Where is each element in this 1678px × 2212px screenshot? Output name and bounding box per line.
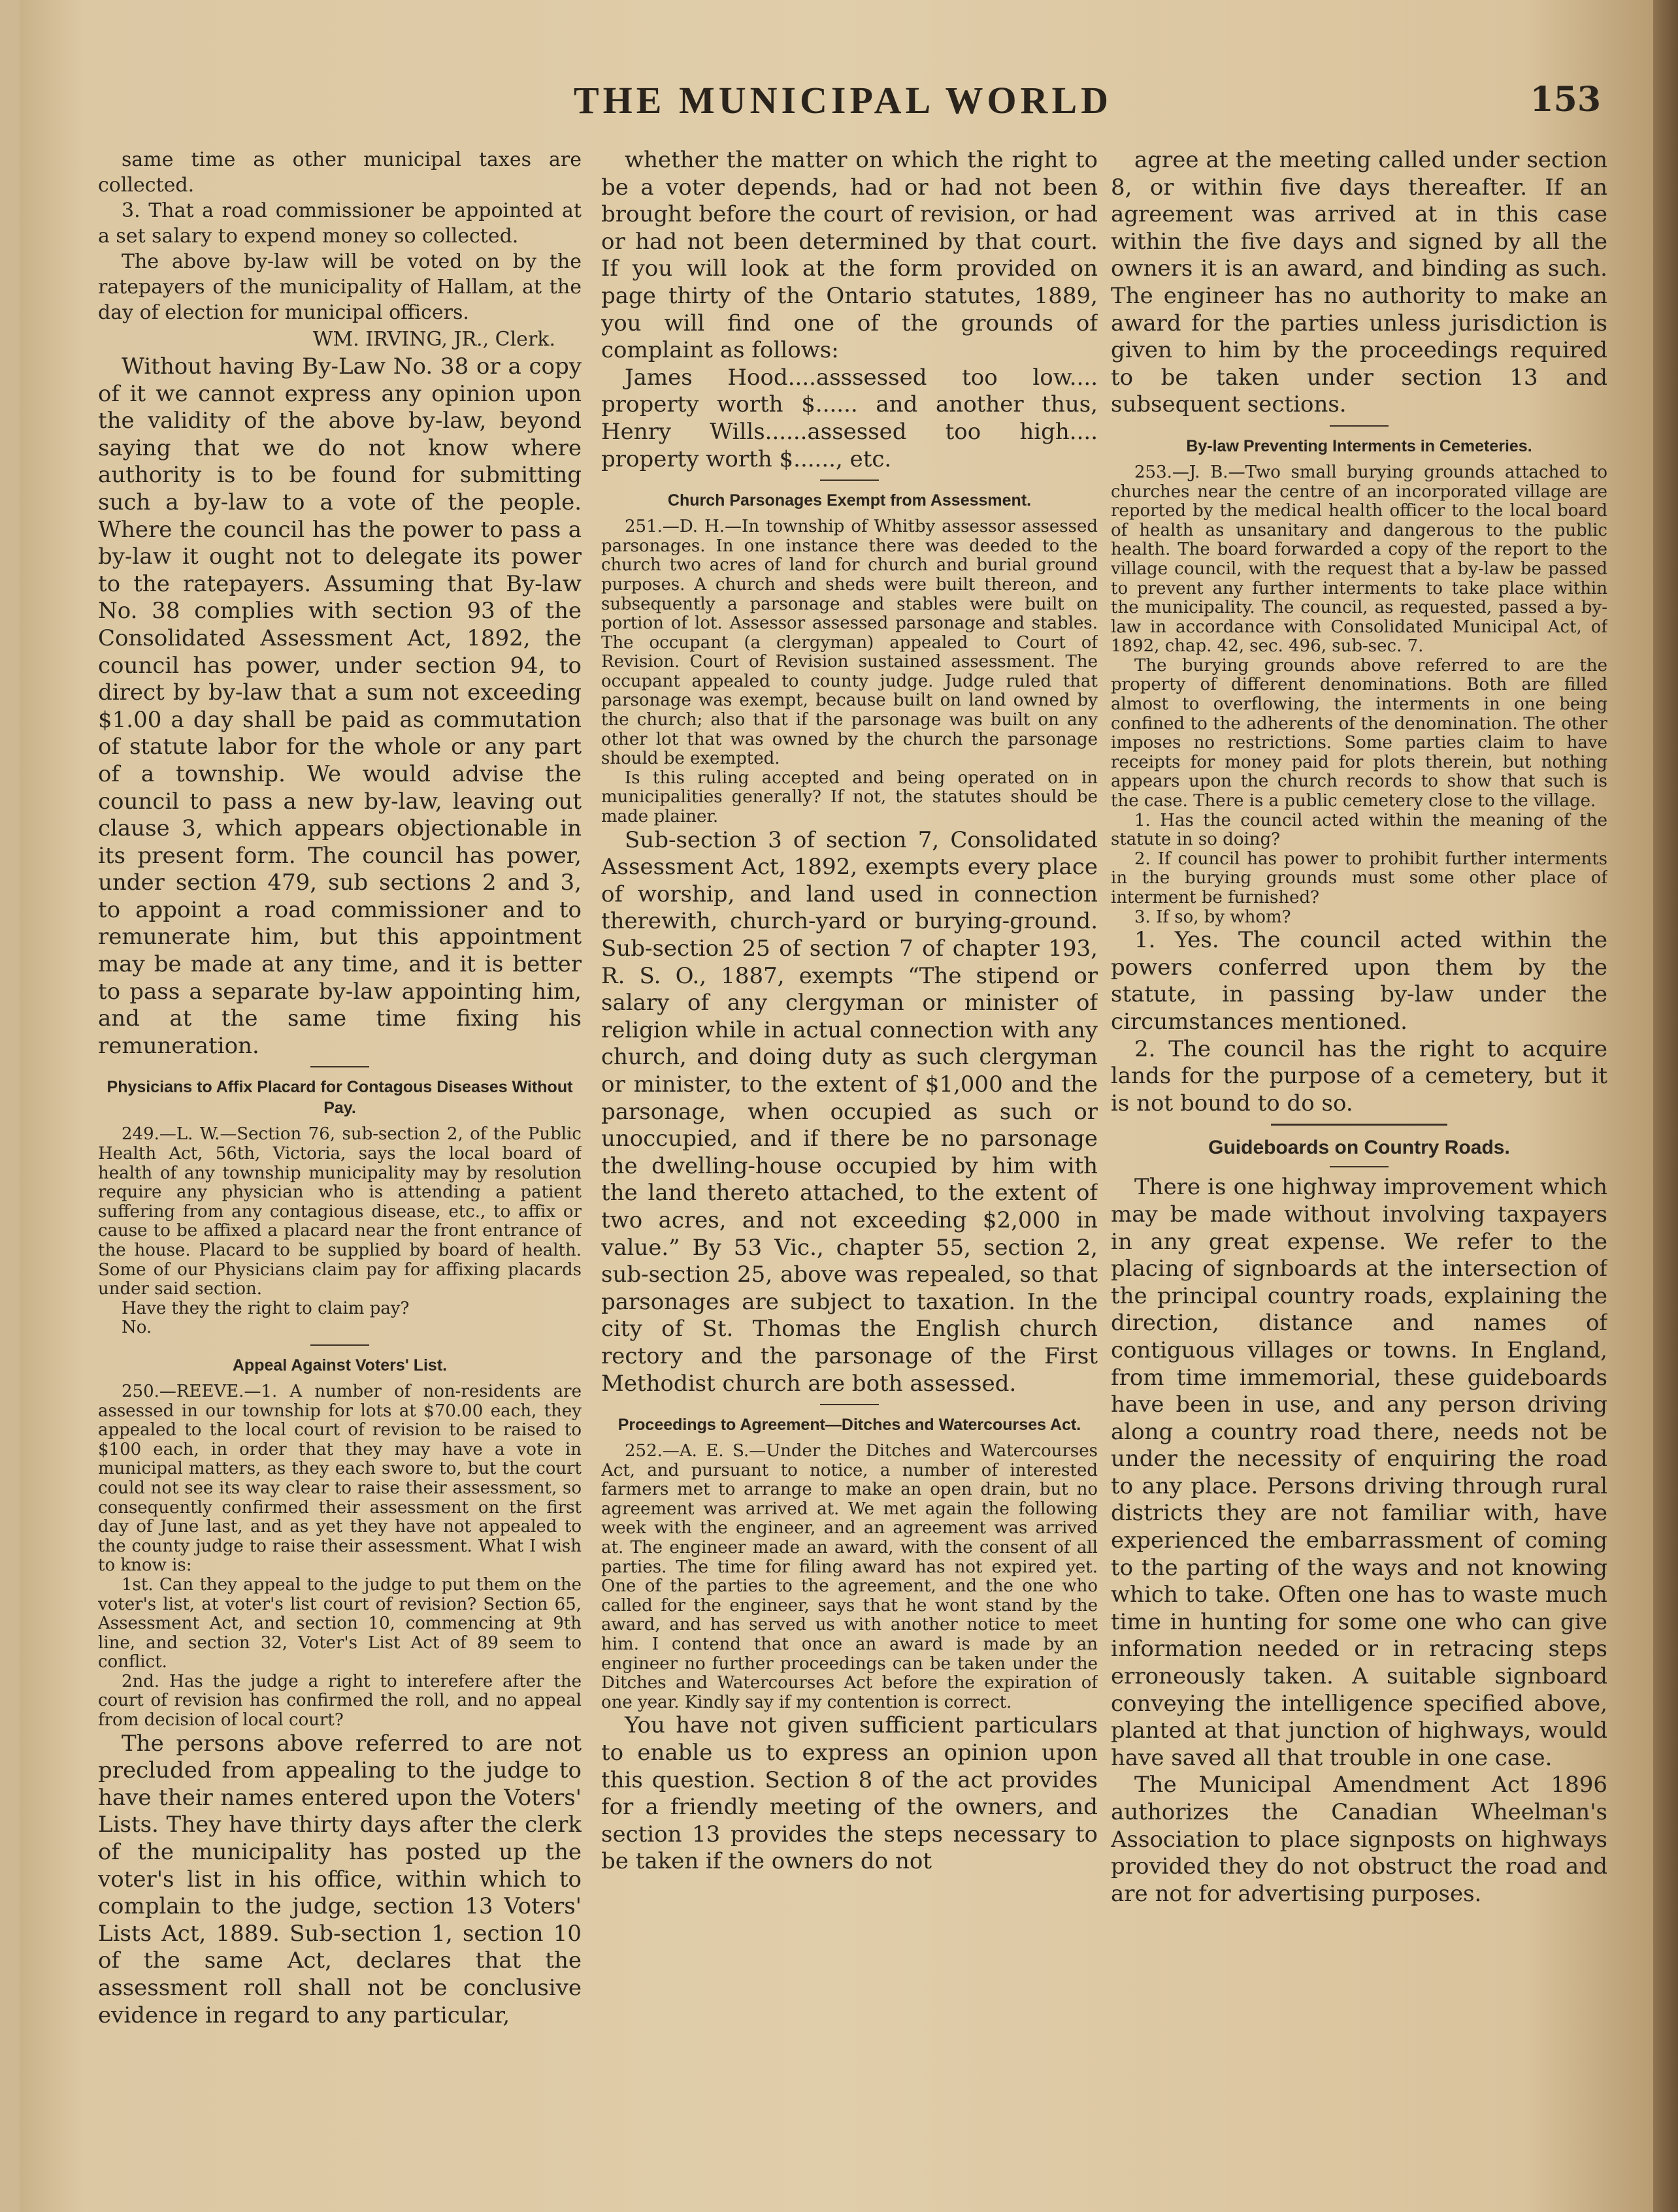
question-paragraph: 250.—REEVE.—1. A number of non-residents are assessed in our township for lots at $70.00 each, they appealed to the local court of revision to be raised to $100 each, in order that they may have a vote in municipal matters, as they each swore to, but the court could not see its way clear to raise their assessment, so consequently confirmed their assessment on the first day of June last, and as yet they have not appealed to the county judge to raise their assessment. What I wish to know is: bbox=[98, 1381, 582, 1576]
paragraph: same time as other municipal taxes are collected. bbox=[98, 148, 582, 197]
question-paragraph: 252.—A. E. S.—Under the Ditches and Watercourses Act, and pursuant to notice, a number of interested farmers met to arrange to make an open drain, but no agreement was arrived at. We met again the following week with the engineer, and an agreement was arrived at. The engineer made an award, with the consent of all parties. The time for filing award has not expired yet. One of the parties to the agreement, and the one who called for the engineer, says that he wont stand by the award, and has served us with another notice to meet him. I contend that once an award is made by an engineer no further proceedings can be taken under the Ditches and Watercourses Act before the expiration of one year. Kindly say if my contention is correct. bbox=[601, 1441, 1098, 1712]
answer-paragraph: 1. Yes. The council acted within the powers conferred upon them by the statute, in passing by-law under the circumstances mentioned. bbox=[1111, 927, 1607, 1035]
question-paragraph: 1st. Can they appeal to the judge to put them on the voter's list, at voter's list court of revision? Section 65, Assessment Act, and section 10, commencing at 9th line, and section 32, Voter's List Act of 89 seem to conflict. bbox=[98, 1574, 582, 1672]
divider bbox=[310, 1066, 369, 1067]
divider bbox=[820, 1404, 879, 1405]
book-spine bbox=[1653, 0, 1678, 2212]
column-right bbox=[1111, 147, 1607, 2185]
paragraph: Without having By-Law No. 38 or a copy of it we cannot express any opinion upon the validity of the above by-law, beyond saying that we do not know where authority is to be found for submitting such a by-law to a vote of the people. Where the council has the power to pass a by-law it ought not to delegate its power to the ratepayers. Assuming that By-law No. 38 complies with section 93 of the Consolidated Assessment Act, 1892, the council has power, under section 94, to direct by by-law that a sum not exceeding $1.00 a day shall be paid as commutation of statute labor for the whole or any part of a township. We would advise the council to pass a new by-law, leaving out clause 3, which appears objectionable in its present form. The council has power, under section 479, sub sections 2 and 3, to appoint a road commissioner and to remunerate him, but this appointment may be made at any time, and it is better to pass a separate by-law appointing him, and at the same time fixing his remuneration. bbox=[98, 353, 582, 1059]
paragraph: The above by-law will be voted on by the ratepayers of the municipality of Hallam, at the day of election for municipal officers. bbox=[98, 250, 582, 324]
paragraph: James Hood....asssessed too low.... property worth $...... and another thus, Henry Wills......assessed too high.... property worth $......, etc. bbox=[601, 364, 1098, 472]
paragraph: The Municipal Amendment Act 1896 authorizes the Canadian Wheelman's Association to place signposts on highways provided they do not obstruct the road and are not for advertising purposes. bbox=[1111, 1772, 1607, 1907]
paragraph: agree at the meeting called under section 8, or within five days thereafter. If an agreement was arrived at in this case within the five days and signed by all the owners it is an award, and binding as such. The engineer has no authority to make an award for the parties unless jurisdiction is given to him by the proceedings required to be taken under section 13 and subsequent sections. bbox=[1111, 147, 1607, 418]
answer-paragraph: Sub-section 3 of section 7, Consolidated Assessment Act, 1892, exempts every place of worship, and land used in connection therewith, church-yard or burying-ground. Sub-section 25 of section 7 of chapter 193, R. S. O., 1887, exempts “The stipend or salary of any clergyman or minister of religion while in actual connection with any church, and doing duty as such clergyman or minister, to the extent of $1,000 and the parsonage, when occupied as such or unoccupied, and if there be no parsonage the dwelling-house occupied by him with the land thereto attached, to the extent of two acres, and not exceeding $2,000 in value.” By 53 Vic., chapter 55, section 2, sub-section 25, above was repealed, so that parsonages are subject to taxation. In the city of St. Thomas the English church rectory and the parsonage of the First Methodist church are both assessed. bbox=[601, 826, 1098, 1397]
section-heading: Church Parsonages Exempt from Assessment. bbox=[667, 491, 1032, 510]
column-middle bbox=[601, 147, 1098, 2185]
question-paragraph: 249.—L. W.—Section 76, sub-section 2, of the Public Health Act, 56th, Victoria, says the local board of health of any township municipality may by resolution require any physician who is attending a patient suffering from any contagious disease, etc., to affix or cause to be affixed a placard near the front entrance of the house. Placard to be supplied by board of health. Some of our Physicians claim pay for affixing placards under said section. bbox=[98, 1124, 582, 1299]
answer-paragraph: No. bbox=[122, 1318, 152, 1338]
clerk-signature: WM. IRVING, JR., Clerk. bbox=[312, 328, 555, 351]
question-paragraph: 2. If council has power to prohibit further interments in the burying grounds must some other place of interment be furnished? bbox=[1111, 849, 1607, 907]
question-paragraph: 1. Has the council acted within the meaning of the statute in so doing? bbox=[1111, 810, 1607, 850]
paragraph: There is one highway improvement which may be made without involving taxpayers in any great expense. We refer to the placing of signboards at the intersection of the principal country roads, explaining the direction, distance and names of contiguous villages or towns. In England, from time immemorial, these guideboards have been in use, and any person driving along a country road there, needs not be under the necessity of enquiring the road to any place. Persons driving through rural districts they are not familiar with, have experienced the embarrassment of coming to the parting of the ways and not knowing which to take. Often one has to waste much time in hunting for some one who can give information needed or in retracing steps erroneously taken. A suitable signboard conveying the intelligence specified above, planted at that junction of highways, would have saved all that trouble in one case. bbox=[1111, 1174, 1607, 1771]
page bbox=[20, 0, 1653, 2212]
section-heading: Appeal Against Voters' List. bbox=[232, 1356, 448, 1374]
answer-paragraph: The persons above referred to are not precluded from appealing to the judge to have their names entered upon the Voters' Lists. They have thirty days after the clerk of the municipality has posted up the voter's list in his office, within which to complain to the judge, section 13 Voters' Lists Act, 1889. Sub-section 1, section 10 of the same Act, declares that the assessment roll shall not be conclusive evidence in regard to any particular, bbox=[98, 1730, 582, 2028]
divider bbox=[1330, 1166, 1389, 1167]
page-number: 153 bbox=[1530, 80, 1601, 120]
divider bbox=[1330, 425, 1389, 427]
divider bbox=[310, 1344, 369, 1346]
answer-paragraph: You have not given sufficient particulars to enable us to express an opinion upon this question. Section 8 of the act provides for a friendly meeting of the owners, and section 13 provides the steps necessary to be taken if the owners do not bbox=[601, 1712, 1098, 1875]
paragraph: 3. That a road commissioner be appointed at a set salary to expend money so collected. bbox=[98, 199, 582, 248]
page-header bbox=[20, 78, 1653, 131]
divider bbox=[1271, 1124, 1447, 1126]
question-paragraph: 253.—J. B.—Two small burying grounds attached to churches near the centre of an incorporated village are reported by the medical health officer to the local board of health as unsanitary and dangerous to the public health. The board forwarded a copy of the report to the village council, with the request that a by-law be passed to prevent any further interments to take place within the municipality. The council, as requested, passed a by-law in accordance with Consolidated Municipal Act, of 1892, chap. 42, sec. 496, sub-sec. 7. bbox=[1111, 462, 1607, 657]
question-paragraph: 251.—D. H.—In township of Whitby assessor assessed parsonages. In one instance there was deeded to the church two acres of land for church and burial ground purposes. A church and sheds were built thereon, and subsequently a parsonage and stables were built on portion of lot. Assessor assessed parsonage and stables. The occupant (a clergyman) appealed to Court of Revision. Court of Revision sustained assessment. The occupant appealed to county judge. Judge ruled that parsonage was exempt, because built on land owned by the church; also that if the parsonage was built on any other lot that was owned by the church the parsonage should be exempted. bbox=[601, 517, 1098, 769]
section-heading: Proceedings to Agreement—Ditches and Watercourses Act. bbox=[617, 1416, 1081, 1435]
answer-paragraph: 2. The council has the right to acquire lands for the purpose of a cemetery, but it is not bound to do so. bbox=[1111, 1035, 1607, 1116]
section-heading: By-law Preventing Interments in Cemeteries. bbox=[1186, 436, 1532, 455]
column-left bbox=[98, 147, 582, 2185]
question-paragraph: Have they the right to claim pay? bbox=[122, 1298, 410, 1318]
question-paragraph: 2nd. Has the judge a right to interefere after the court of revision has confirmed the roll, and no appeal from decision of local court? bbox=[98, 1671, 582, 1731]
question-paragraph: Is this ruling accepted and being operated on in municipalities generally? If not, the statutes should be made plainer. bbox=[601, 768, 1098, 827]
section-heading: Guideboards on Country Roads. bbox=[1208, 1137, 1510, 1159]
paragraph: whether the matter on which the right to be a voter depends, had or had not been brought before the court of revision, or had or had not been determined by that court. If you will look at the form provided on page thirty of the Ontario statutes, 1889, you will find one of the grounds of complaint as follows: bbox=[601, 147, 1098, 364]
section-heading: Physicians to Affix Placard for Contagous Diseases Without Pay. bbox=[107, 1078, 573, 1118]
question-paragraph: 3. If so, by whom? bbox=[1134, 907, 1291, 927]
question-paragraph: The burying grounds above referred to are the property of different denominations. Both are filled almost to overflowing, the interments in one being confined to the adherents of the denomination. The other imposes no restrictions. Some parties claim to have receipts for money paid for plots therein, but nothing appears upon the church records to show that such is the case. There is a public cemetery close to the village. bbox=[1111, 655, 1607, 811]
journal-title: THE MUNICIPAL WORLD bbox=[573, 79, 1113, 122]
divider bbox=[820, 480, 879, 481]
